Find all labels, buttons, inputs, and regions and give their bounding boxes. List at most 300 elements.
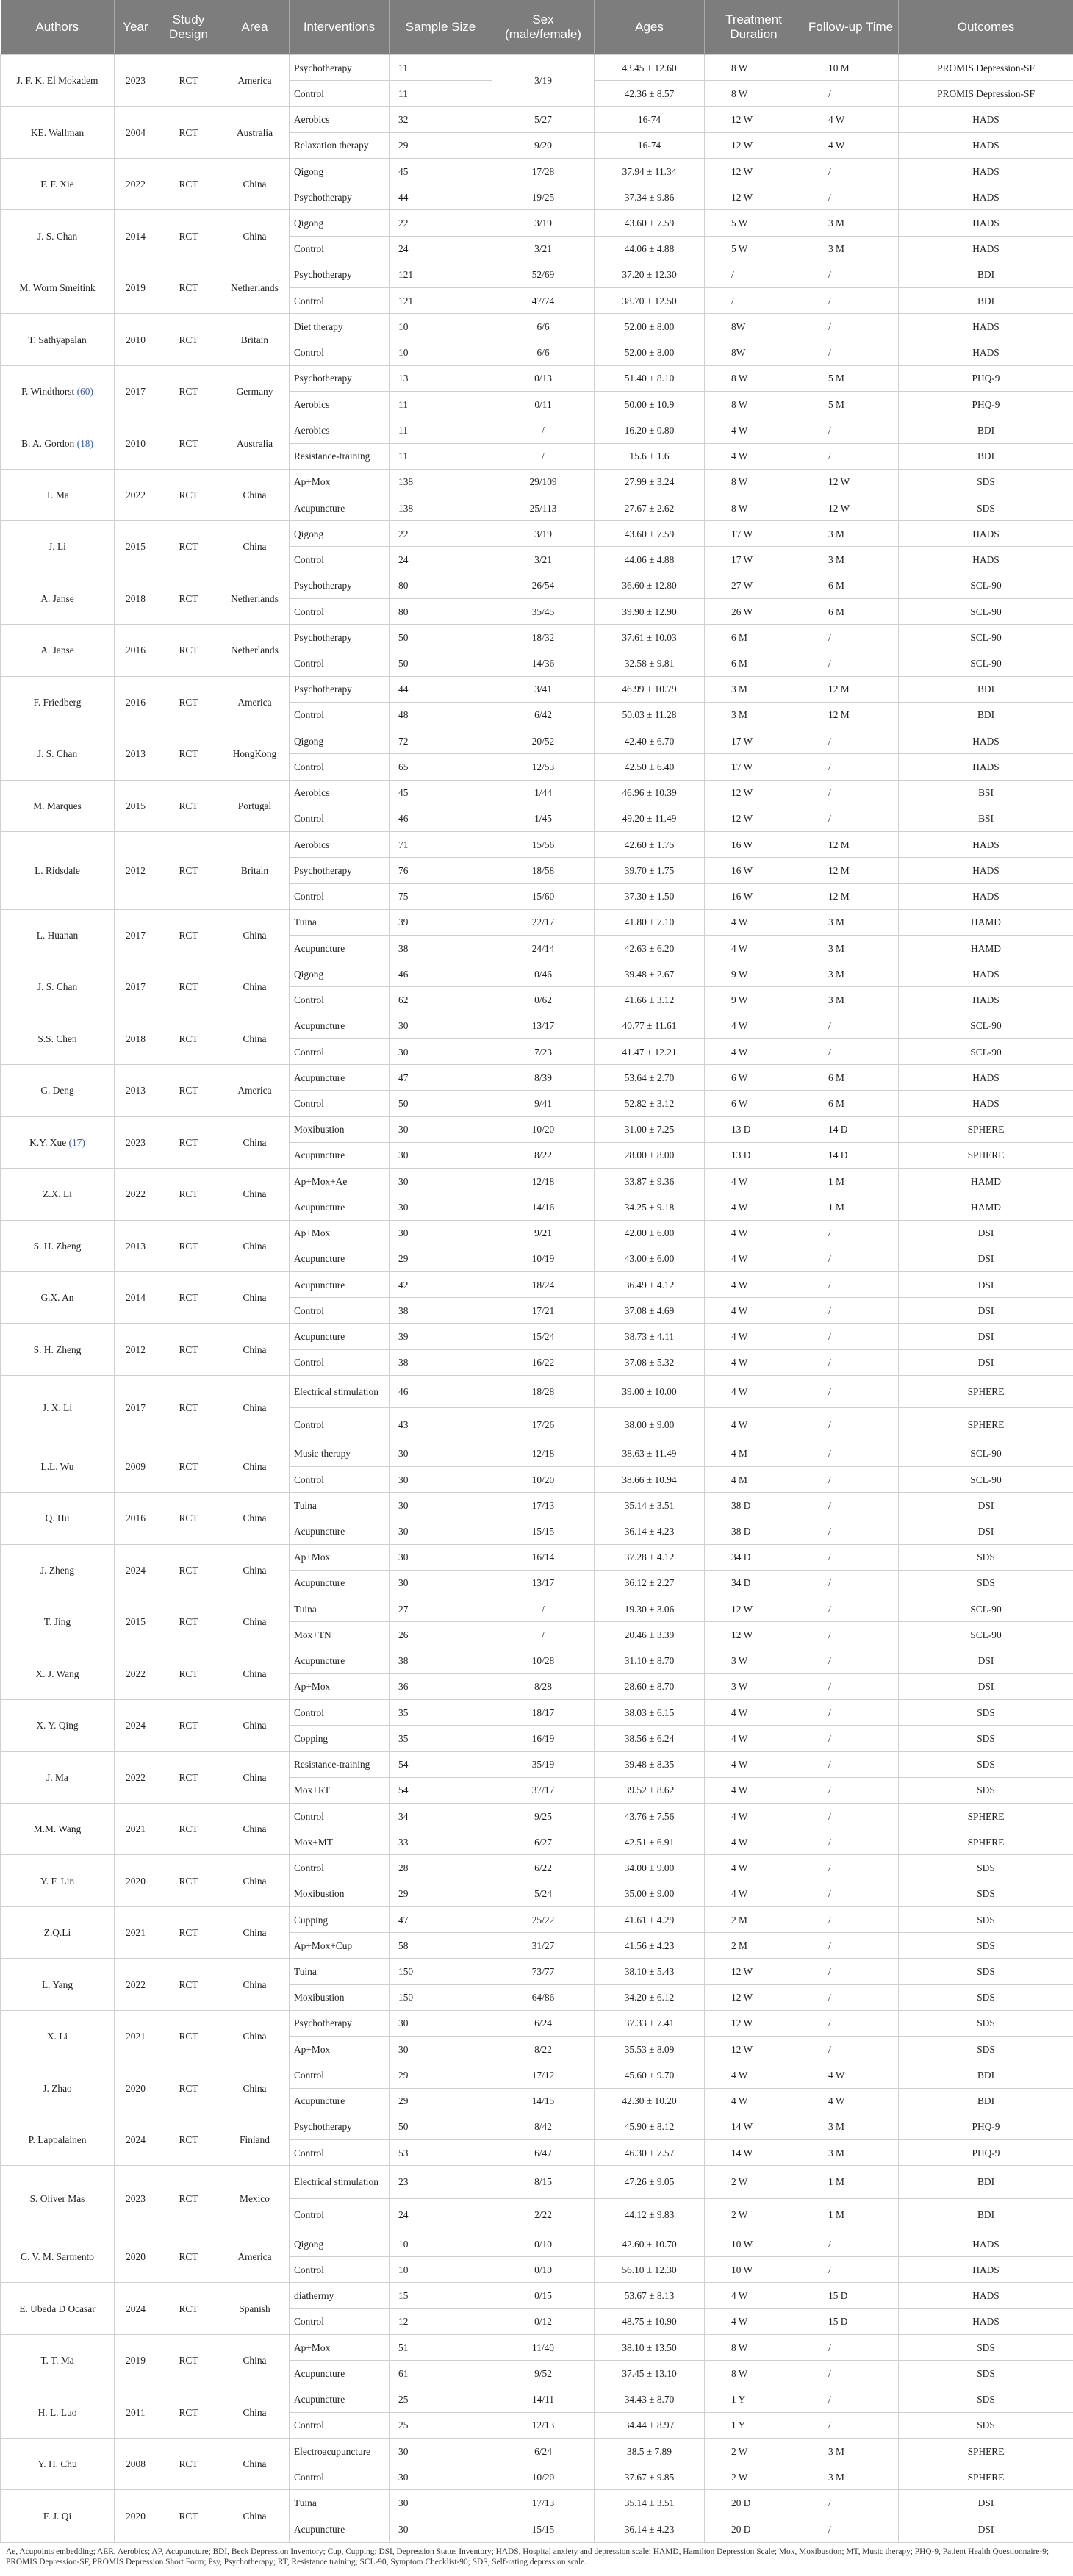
sex-cell: 13/17 [492, 1013, 595, 1038]
sample-size-cell: 44 [390, 184, 492, 210]
ages-cell: 50.00 ± 10.9 [595, 392, 705, 417]
outcomes-cell: SPHERE [899, 1829, 1073, 1855]
intervention-cell: Acupuncture [290, 1570, 390, 1596]
sex-cell: 0/12 [492, 2308, 595, 2334]
area-cell: America [220, 55, 290, 107]
outcomes-cell: SPHERE [899, 1375, 1073, 1407]
follow-up-cell: / [803, 625, 899, 650]
treatment-duration-cell: 14 W [705, 2114, 803, 2139]
sex-cell: 8/28 [492, 1673, 595, 1699]
outcomes-cell: DSI [899, 1518, 1073, 1544]
ages-cell: 37.20 ± 12.30 [595, 262, 705, 287]
author-cell [1, 2062, 115, 2114]
year-cell: 2017 [115, 961, 157, 1013]
treatment-duration-cell: 4 W [705, 1726, 803, 1751]
treatment-duration-cell: 4 W [705, 1169, 803, 1194]
treatment-duration-cell: 4 W [705, 909, 803, 935]
author-name: F. F. Xie [40, 179, 74, 190]
outcomes-cell: BDI [899, 443, 1073, 469]
sex-cell: 18/32 [492, 625, 595, 650]
table-row [1, 2010, 1073, 2036]
follow-up-cell: / [803, 288, 899, 314]
follow-up-cell: 12 W [803, 495, 899, 520]
author-cell [1, 832, 115, 910]
follow-up-cell: 4 W [803, 2062, 899, 2088]
treatment-duration-cell: 10 W [705, 2257, 803, 2283]
study-design-cell: RCT [157, 210, 220, 262]
ages-cell: 46.30 ± 7.57 [595, 2140, 705, 2166]
outcomes-cell: HAMD [899, 1169, 1073, 1194]
intervention-cell: Control [290, 2308, 390, 2334]
intervention-cell: Ap+Mox [290, 2037, 390, 2062]
follow-up-cell: 14 D [803, 1142, 899, 1168]
table-row [1, 2114, 1073, 2139]
intervention-cell: Acupuncture [290, 2088, 390, 2114]
sample-size-cell: 36 [390, 1673, 492, 1699]
study-design-cell: RCT [157, 625, 220, 676]
sample-size-cell: 34 [390, 1803, 492, 1829]
intervention-cell: Control [290, 702, 390, 728]
outcomes-cell: BDI [899, 676, 1073, 702]
header-area: Area [220, 0, 290, 55]
sex-cell: 18/24 [492, 1272, 595, 1298]
sample-size-cell: 75 [390, 883, 492, 909]
sample-size-cell: 45 [390, 780, 492, 806]
ages-cell: 37.33 ± 7.41 [595, 2010, 705, 2036]
study-design-cell: RCT [157, 573, 220, 624]
intervention-cell: Qigong [290, 210, 390, 236]
ages-cell: 41.66 ± 3.12 [595, 987, 705, 1013]
year-cell: 2004 [115, 107, 157, 158]
outcomes-cell: HAMD [899, 935, 1073, 961]
study-design-cell: RCT [157, 1648, 220, 1699]
study-design-cell: RCT [157, 2114, 220, 2165]
table-row [1, 55, 1073, 81]
sex-cell: 8/22 [492, 1142, 595, 1168]
intervention-cell: Acupuncture [290, 1272, 390, 1298]
ages-cell: 44.06 ± 4.88 [595, 236, 705, 262]
follow-up-cell: 12 M [803, 832, 899, 858]
sample-size-cell: 12 [390, 2308, 492, 2334]
treatment-duration-cell: 14 W [705, 2140, 803, 2166]
intervention-cell: Aerobics [290, 107, 390, 132]
author-name: J. S. Chan [37, 748, 78, 760]
author-name: M. Worm Smeitink [19, 282, 96, 294]
treatment-duration-cell: 3 W [705, 1673, 803, 1699]
sex-cell: 17/12 [492, 2062, 595, 2088]
follow-up-cell: / [803, 1544, 899, 1570]
sample-size-cell: 30 [390, 1116, 492, 1142]
area-cell: HongKong [220, 728, 290, 780]
area-cell: Australia [220, 107, 290, 158]
table-row [1, 1324, 1073, 1349]
follow-up-cell: / [803, 2037, 899, 2062]
ages-cell: 46.99 ± 10.79 [595, 676, 705, 702]
sex-cell: 9/25 [492, 1803, 595, 1829]
author-name: B. A. Gordon [21, 437, 75, 449]
treatment-duration-cell: 4 W [705, 1038, 803, 1064]
ages-cell: 37.08 ± 4.69 [595, 1298, 705, 1324]
treatment-duration-cell: 4 W [705, 2283, 803, 2308]
sample-size-cell: 22 [390, 210, 492, 236]
treatment-duration-cell: 6 W [705, 1091, 803, 1116]
study-design-cell: RCT [157, 365, 220, 417]
study-design-cell: RCT [157, 2166, 220, 2231]
intervention-cell: Cupping [290, 1906, 390, 1932]
sex-cell: 31/27 [492, 1933, 595, 1959]
outcomes-cell: SCL-90 [899, 1013, 1073, 1038]
ages-cell: 44.12 ± 9.83 [595, 2198, 705, 2231]
year-cell: 2016 [115, 676, 157, 728]
area-cell: China [220, 909, 290, 961]
author-cell [1, 676, 115, 728]
treatment-duration-cell: 4 W [705, 1246, 803, 1271]
follow-up-cell: 3 M [803, 2140, 899, 2166]
year-cell: 2016 [115, 625, 157, 676]
follow-up-cell: / [803, 2412, 899, 2438]
ages-cell: 40.77 ± 11.61 [595, 1013, 705, 1038]
outcomes-cell: HADS [899, 728, 1073, 754]
ages-cell: 52.00 ± 8.00 [595, 314, 705, 340]
sample-size-cell: 38 [390, 1349, 492, 1375]
outcomes-cell: BSI [899, 780, 1073, 806]
intervention-cell: Control [290, 2412, 390, 2438]
follow-up-cell: / [803, 1751, 899, 1777]
sex-cell: 17/26 [492, 1408, 595, 1441]
author-name: F. Friedberg [33, 696, 82, 708]
header-sample-size: Sample Size [390, 0, 492, 55]
ages-cell: 56.10 ± 12.30 [595, 2257, 705, 2283]
intervention-cell: Control [290, 2198, 390, 2231]
author-cell [1, 2490, 115, 2543]
author-cell [1, 2114, 115, 2165]
sample-size-cell: 30 [390, 1518, 492, 1544]
ages-cell: 38.66 ± 10.94 [595, 1466, 705, 1492]
outcomes-cell: PHQ-9 [899, 2140, 1073, 2166]
treatment-duration-cell: 12 W [705, 107, 803, 132]
year-cell: 2024 [115, 2114, 157, 2165]
sample-size-cell: 38 [390, 1298, 492, 1324]
follow-up-cell: 3 M [803, 909, 899, 935]
table-row [1, 1065, 1073, 1091]
sample-size-cell: 150 [390, 1984, 492, 2010]
ages-cell: 37.28 ± 4.12 [595, 1544, 705, 1570]
ages-cell: 20.46 ± 3.39 [595, 1622, 705, 1648]
sex-cell: 19/25 [492, 184, 595, 210]
ages-cell: 48.75 ± 10.90 [595, 2308, 705, 2334]
follow-up-cell: 3 M [803, 987, 899, 1013]
year-cell: 2023 [115, 1116, 157, 1168]
ages-cell: 34.20 ± 6.12 [595, 1984, 705, 2010]
author-cell [1, 210, 115, 262]
intervention-cell: Resistance-training [290, 1751, 390, 1777]
treatment-duration-cell: 16 W [705, 832, 803, 858]
intervention-cell: Control [290, 81, 390, 107]
sample-size-cell: 25 [390, 2386, 492, 2412]
outcomes-cell: HADS [899, 236, 1073, 262]
author-name: P. Lappalainen [28, 2134, 87, 2146]
author-cell [1, 1596, 115, 1648]
follow-up-cell: / [803, 184, 899, 210]
ages-cell: 39.48 ± 8.35 [595, 1751, 705, 1777]
sex-cell: 47/74 [492, 288, 595, 314]
sample-size-cell: 10 [390, 2231, 492, 2257]
year-cell: 2018 [115, 1013, 157, 1064]
table-row [1, 2231, 1073, 2257]
outcomes-cell: SCL-90 [899, 625, 1073, 650]
sample-size-cell: 29 [390, 1246, 492, 1271]
author-cell [1, 1648, 115, 1699]
sex-cell: 8/15 [492, 2166, 595, 2198]
year-cell: 2024 [115, 2283, 157, 2334]
sex-cell: 22/17 [492, 909, 595, 935]
treatment-duration-cell: 4 W [705, 1220, 803, 1246]
treatment-duration-cell: 12 W [705, 158, 803, 184]
citation-link[interactable]: (18) [76, 437, 93, 449]
outcomes-cell: SDS [899, 1570, 1073, 1596]
table-row [1, 1596, 1073, 1622]
year-cell: 2010 [115, 417, 157, 469]
sample-size-cell: 25 [390, 2412, 492, 2438]
sex-cell: 14/16 [492, 1194, 595, 1220]
intervention-cell: Moxibustion [290, 1984, 390, 2010]
sample-size-cell: 65 [390, 754, 492, 780]
year-cell: 2014 [115, 1272, 157, 1324]
follow-up-cell: / [803, 1881, 899, 1906]
table-header [1, 0, 1073, 55]
table-row [1, 365, 1073, 391]
sample-size-cell: 30 [390, 1013, 492, 1038]
ages-cell: 35.14 ± 3.51 [595, 1493, 705, 1518]
study-design-cell: RCT [157, 2334, 220, 2386]
follow-up-cell: 3 M [803, 210, 899, 236]
area-cell: China [220, 521, 290, 573]
intervention-cell: Control [290, 1855, 390, 1881]
intervention-cell: Control [290, 2257, 390, 2283]
intervention-cell: Control [290, 1298, 390, 1324]
study-design-cell: RCT [157, 1065, 220, 1116]
sample-size-cell: 121 [390, 288, 492, 314]
header-ages: Ages [595, 0, 705, 55]
follow-up-cell: 6 M [803, 1091, 899, 1116]
area-cell: China [220, 1013, 290, 1064]
follow-up-cell: 12 M [803, 702, 899, 728]
sex-cell: 15/56 [492, 832, 595, 858]
header-outcomes: Outcomes [899, 0, 1073, 55]
outcomes-cell: DSI [899, 1673, 1073, 1699]
author-name: Y. F. Lin [40, 1875, 75, 1887]
area-cell: China [220, 158, 290, 209]
sample-size-cell: 30 [390, 1038, 492, 1064]
follow-up-cell: 3 M [803, 2464, 899, 2490]
area-cell: China [220, 2438, 290, 2489]
ages-cell: 53.67 ± 8.13 [595, 2283, 705, 2308]
area-cell: America [220, 676, 290, 728]
outcomes-cell: SDS [899, 2010, 1073, 2036]
year-cell: 2017 [115, 909, 157, 961]
author-name: F. J. Qi [43, 2511, 72, 2522]
follow-up-cell: / [803, 2361, 899, 2386]
outcomes-cell: SDS [899, 1906, 1073, 1932]
sample-size-cell: 50 [390, 650, 492, 676]
author-name: J. X. Li [42, 1402, 73, 1414]
treatment-duration-cell: 8 W [705, 55, 803, 81]
area-cell: China [220, 2386, 290, 2438]
outcomes-cell: HADS [899, 107, 1073, 132]
citation-link[interactable]: (60) [76, 386, 93, 398]
sample-size-cell: 38 [390, 935, 492, 961]
author-cell [1, 2386, 115, 2438]
author-cell [1, 1544, 115, 1596]
table-row [1, 2334, 1073, 2360]
study-design-cell: RCT [157, 1959, 220, 2010]
sex-cell: / [492, 1622, 595, 1648]
outcomes-cell: DSI [899, 1220, 1073, 1246]
intervention-cell: Psychotherapy [290, 573, 390, 598]
treatment-duration-cell: 12 W [705, 132, 803, 158]
outcomes-cell: DSI [899, 1272, 1073, 1298]
author-name: J. Zhao [43, 2082, 72, 2094]
author-cell [1, 1116, 115, 1168]
table-row [1, 107, 1073, 132]
outcomes-cell: BDI [899, 2062, 1073, 2088]
sex-cell: / [492, 417, 595, 443]
follow-up-cell: / [803, 1518, 899, 1544]
ages-cell: 34.44 ± 8.97 [595, 2412, 705, 2438]
year-cell: 2010 [115, 314, 157, 365]
outcomes-cell: HADS [899, 2231, 1073, 2257]
outcomes-cell: SCL-90 [899, 573, 1073, 598]
year-cell: 2024 [115, 1700, 157, 1751]
study-design-cell: RCT [157, 1324, 220, 1375]
table-row [1, 1803, 1073, 1829]
sex-cell: 37/17 [492, 1777, 595, 1803]
outcomes-cell: BSI [899, 806, 1073, 831]
study-design-cell: RCT [157, 158, 220, 209]
intervention-cell: Resistance-training [290, 443, 390, 469]
follow-up-cell: / [803, 314, 899, 340]
area-cell: Australia [220, 417, 290, 469]
study-design-cell: RCT [157, 1493, 220, 1544]
sample-size-cell: 45 [390, 158, 492, 184]
year-cell: 2019 [115, 2334, 157, 2386]
ages-cell: 19.30 ± 3.06 [595, 1596, 705, 1622]
sex-cell: 6/6 [492, 314, 595, 340]
outcomes-cell: HADS [899, 340, 1073, 365]
follow-up-cell: / [803, 1777, 899, 1803]
follow-up-cell: / [803, 443, 899, 469]
outcomes-cell: HADS [899, 2283, 1073, 2308]
treatment-duration-cell: 4 W [705, 1408, 803, 1441]
study-design-cell: RCT [157, 314, 220, 365]
table-row [1, 1700, 1073, 1726]
follow-up-cell: / [803, 1466, 899, 1492]
author-name: Y. H. Chu [37, 2458, 77, 2470]
author-cell [1, 625, 115, 676]
year-cell: 2020 [115, 2231, 157, 2283]
intervention-cell: Electrical stimulation [290, 1375, 390, 1407]
intervention-cell: Diet therapy [290, 314, 390, 340]
outcomes-cell: SPHERE [899, 1116, 1073, 1142]
follow-up-cell: / [803, 1984, 899, 2010]
author-name: J. S. Chan [37, 230, 78, 242]
outcomes-cell: PROMIS Depression-SF [899, 55, 1073, 81]
author-cell [1, 909, 115, 961]
treatment-duration-cell: 8 W [705, 495, 803, 520]
study-design-cell: RCT [157, 1441, 220, 1492]
ages-cell: 42.60 ± 10.70 [595, 2231, 705, 2257]
sex-cell: 25/22 [492, 1906, 595, 1932]
sample-size-cell: 58 [390, 1933, 492, 1959]
follow-up-cell: 14 D [803, 1116, 899, 1142]
study-design-cell: RCT [157, 676, 220, 728]
treatment-duration-cell: 8 W [705, 2334, 803, 2360]
intervention-cell: Control [290, 2062, 390, 2088]
treatment-duration-cell: 2 M [705, 1933, 803, 1959]
sample-size-cell: 29 [390, 2088, 492, 2114]
year-cell: 2012 [115, 832, 157, 910]
treatment-duration-cell: 12 W [705, 806, 803, 831]
sample-size-cell: 28 [390, 1855, 492, 1881]
treatment-duration-cell: 12 W [705, 1596, 803, 1622]
sample-size-cell: 47 [390, 1906, 492, 1932]
treatment-duration-cell: 4 W [705, 1298, 803, 1324]
ages-cell: 37.34 ± 9.86 [595, 184, 705, 210]
sex-cell: 35/19 [492, 1751, 595, 1777]
outcomes-cell: HADS [899, 158, 1073, 184]
study-design-cell: RCT [157, 1855, 220, 1906]
author-name: J. F. K. El Mokadem [16, 75, 98, 87]
intervention-cell: Control [290, 547, 390, 573]
area-cell: China [220, 1441, 290, 1492]
ages-cell: 39.00 ± 10.00 [595, 1375, 705, 1407]
sample-size-cell: 24 [390, 547, 492, 573]
study-design-cell: RCT [157, 1803, 220, 1854]
ages-cell: 44.06 ± 4.88 [595, 547, 705, 573]
sample-size-cell: 24 [390, 236, 492, 262]
intervention-cell: Control [290, 806, 390, 831]
author-cell [1, 1751, 115, 1803]
sample-size-cell: 29 [390, 2062, 492, 2088]
outcomes-cell: DSI [899, 1246, 1073, 1271]
follow-up-cell: / [803, 1570, 899, 1596]
intervention-cell: Psychotherapy [290, 2114, 390, 2139]
sample-size-cell: 30 [390, 1142, 492, 1168]
outcomes-cell: HADS [899, 1091, 1073, 1116]
sex-cell: 16/19 [492, 1726, 595, 1751]
follow-up-cell: / [803, 417, 899, 443]
area-cell: China [220, 210, 290, 262]
area-cell: Netherlands [220, 262, 290, 313]
sex-cell: 6/22 [492, 1855, 595, 1881]
outcomes-cell: DSI [899, 2516, 1073, 2542]
sex-cell: 0/10 [492, 2231, 595, 2257]
sex-cell: 73/77 [492, 1959, 595, 1984]
sample-size-cell: 51 [390, 2334, 492, 2360]
follow-up-cell: 4 W [803, 132, 899, 158]
table-row [1, 961, 1073, 987]
area-cell: Spanish [220, 2283, 290, 2334]
author-cell [1, 365, 115, 417]
table-footnote: Ae, Acupoints embedding; AER, Aerobics; AP, Acupuncture; BDI, Beck Depression Inventory; Cup, Cupping; DSI, Depression Status Inventory; HADS, Hospital anxiety and depression scale; HAMD, Hamilton Depression Scale; Mox, Moxibustion; MT, Music therapy; PHQ-9, Patient Health Questionnaire-9; PROMIS Depression-SF, PROMIS Depression Short Form; Psy, Psychotherapy; RT, Resistance training; SCL-90, Symptom Checklist-90; SDS, Self-rating depression scale. [6, 2547, 1049, 2566]
sex-cell: 6/24 [492, 2010, 595, 2036]
sample-size-cell: 61 [390, 2361, 492, 2386]
outcomes-cell: DSI [899, 1648, 1073, 1673]
citation-link[interactable]: (17) [68, 1136, 85, 1148]
study-design-cell: RCT [157, 1272, 220, 1324]
ages-cell: 39.70 ± 1.75 [595, 858, 705, 883]
outcomes-cell: SDS [899, 1959, 1073, 1984]
